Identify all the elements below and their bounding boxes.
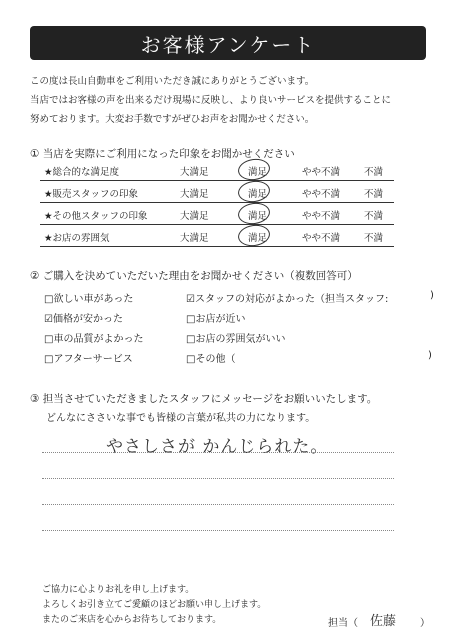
option-satisfied[interactable]: 満足	[248, 233, 268, 244]
option-somewhat-dissatisfied[interactable]: やや不満	[302, 189, 341, 200]
intro-line: この度は長山自動車をご利用いただき誠にありがとうございます。	[30, 76, 315, 87]
message-line	[42, 452, 394, 453]
closing-line: ご協力に心よりお礼を申し上げます。	[42, 585, 195, 595]
intro-line: 当店ではお客様の声を出来るだけ現場に反映し、より良いサービスを提供することに	[30, 95, 392, 106]
option-dissatisfied[interactable]: 不満	[364, 233, 384, 244]
rating-row	[40, 160, 394, 181]
staff-signature: 佐藤	[370, 614, 397, 629]
closing-line: またのご来店を心からお待ちしております。	[42, 615, 222, 625]
q3-heading: ③ 担当させていただきましたスタッフにメッセージをお願いいたします。	[30, 393, 378, 405]
rating-row-label: ★その他スタッフの印象	[44, 211, 148, 222]
selection-circle	[237, 157, 272, 182]
option-dissatisfied[interactable]: 不満	[364, 167, 384, 178]
reason-checkbox-near[interactable]: □お店が近い	[186, 314, 246, 325]
message-handwriting[interactable]: やさしさが かんじられた。	[106, 437, 329, 457]
option-satisfied[interactable]: 満足	[248, 211, 268, 222]
option-very-satisfied[interactable]: 大満足	[180, 167, 209, 178]
reason-checkbox-other[interactable]: □その他（	[186, 354, 236, 365]
selection-circle	[237, 179, 272, 204]
rating-row-label: ★総合的な満足度	[44, 167, 120, 178]
closing-text	[42, 583, 266, 628]
q2-heading: ② ご購入を決めていただいた理由をお聞かせください（複数回答可）	[30, 270, 358, 282]
reason-checkbox-wanted-car[interactable]: □欲しい車があった	[44, 294, 134, 305]
option-somewhat-dissatisfied[interactable]: やや不満	[302, 211, 341, 222]
option-satisfied[interactable]: 満足	[248, 189, 268, 200]
reason-checkbox-quality[interactable]: □車の品質がよかった	[44, 334, 144, 345]
q3-subheading: どんなにささいな事でも皆様の言葉が私共の力になります。	[46, 413, 316, 424]
reason-checkbox-staff[interactable]: ☑スタッフの対応がよかった（担当スタッフ:	[186, 294, 389, 305]
option-dissatisfied[interactable]: 不満	[364, 211, 384, 222]
rating-row-label: ★お店の雰囲気	[44, 233, 110, 244]
option-dissatisfied[interactable]: 不満	[364, 189, 384, 200]
paren-close: )	[430, 290, 434, 301]
staff-close: ）	[420, 618, 430, 629]
option-very-satisfied[interactable]: 大満足	[180, 211, 209, 222]
option-very-satisfied[interactable]: 大満足	[180, 189, 209, 200]
option-very-satisfied[interactable]: 大満足	[180, 233, 209, 244]
q1-heading: ① 当店を実際にご利用になった印象をお聞かせください	[30, 148, 295, 160]
rating-row	[40, 182, 394, 203]
message-line	[42, 504, 394, 505]
rating-row	[40, 204, 394, 225]
option-satisfied[interactable]: 満足	[248, 167, 268, 178]
reason-checkbox-price[interactable]: ☑価格が安かった	[44, 314, 123, 325]
message-line	[42, 478, 394, 479]
option-somewhat-dissatisfied[interactable]: やや不満	[302, 233, 341, 244]
reason-checkbox-atmosphere[interactable]: □お店の雰囲気がいい	[186, 334, 286, 345]
rating-row	[40, 226, 394, 247]
selection-circle	[237, 201, 272, 226]
intro-text	[30, 72, 440, 129]
message-line	[42, 530, 394, 531]
selection-circle	[237, 223, 272, 248]
reason-checkbox-aftercare[interactable]: □アフターサービス	[44, 354, 133, 365]
paren-close: )	[428, 350, 432, 361]
option-somewhat-dissatisfied[interactable]: やや不満	[302, 167, 341, 178]
survey-title: お客様アンケート	[30, 26, 426, 60]
rating-row-label: ★販売スタッフの印象	[44, 189, 139, 200]
staff-label: 担当（	[328, 618, 358, 629]
intro-line: 努めております。大変お手数ですがぜひお声をお聞かせください。	[30, 114, 315, 125]
closing-line: よろしくお引き立てご愛顧のほどお願い申し上げます。	[42, 600, 267, 610]
